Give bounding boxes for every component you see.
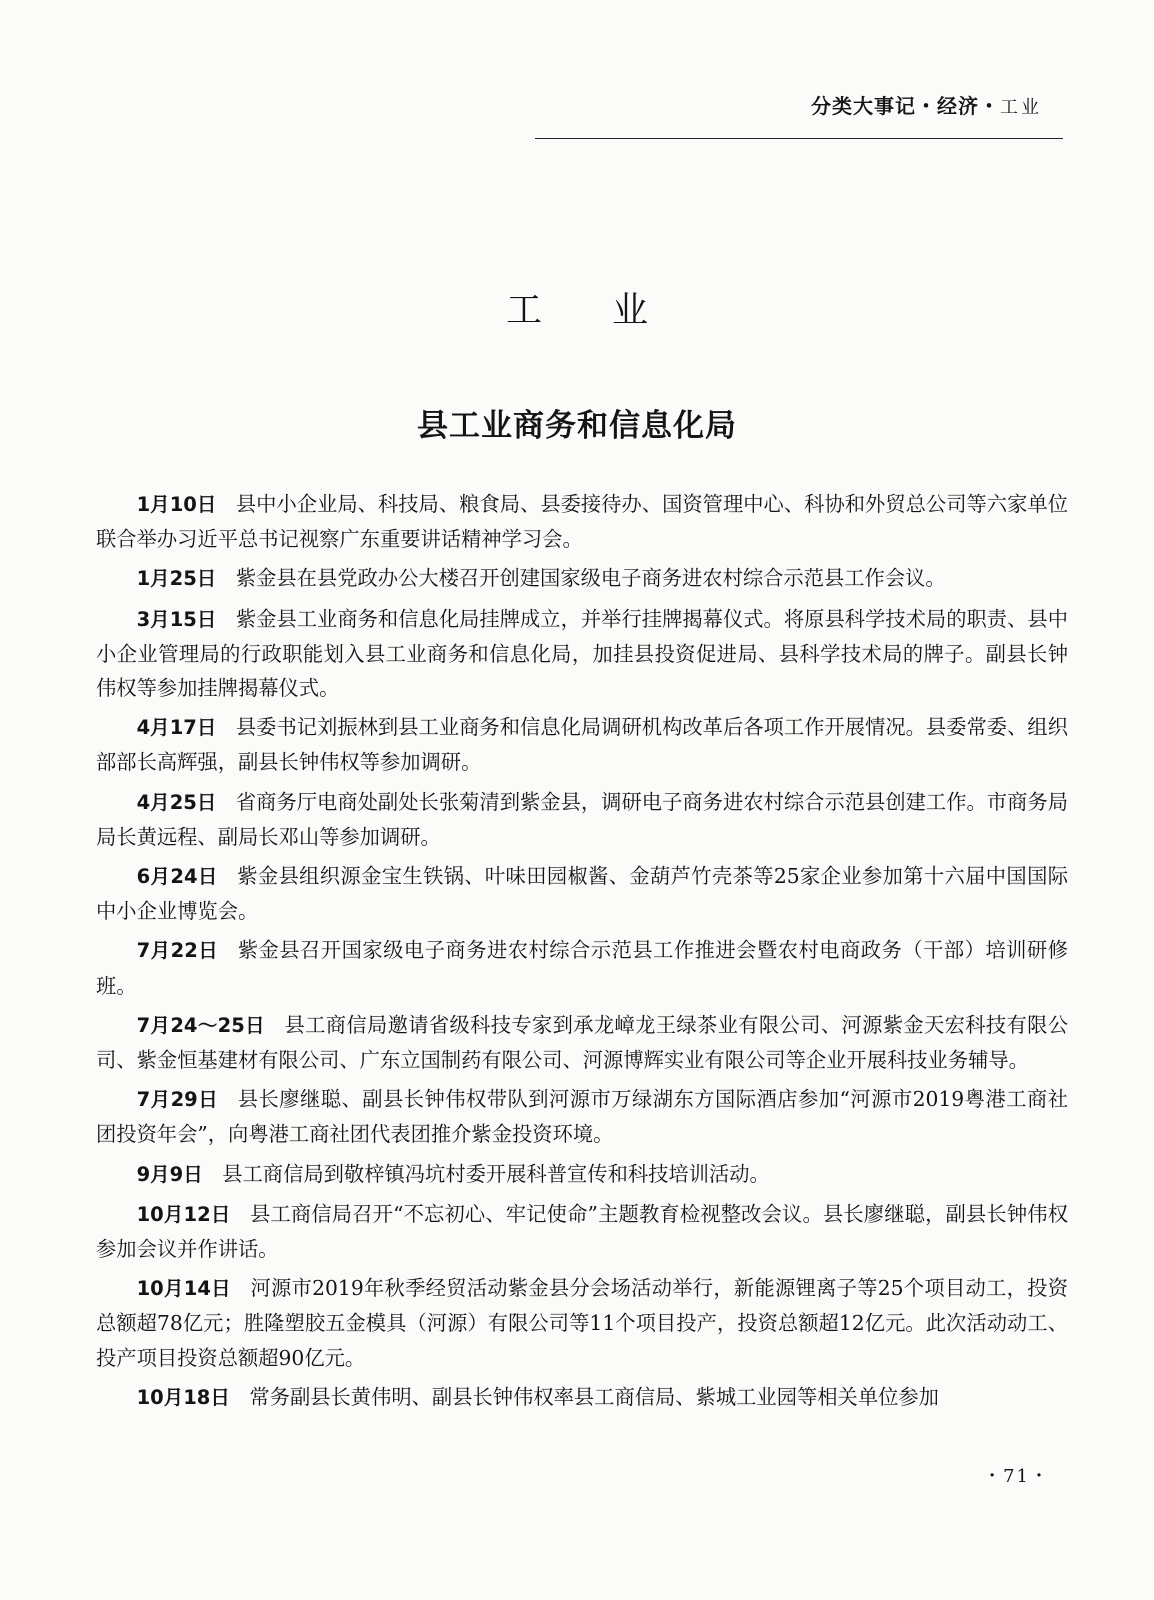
entry-date: 7月29日 — [136, 1088, 219, 1112]
chronicle-entry — [96, 1008, 1068, 1077]
section-title: 工业 — [505, 290, 718, 331]
entry-text: 常务副县长黄伟明、副县长钟伟权率县工商信局、紫城工业园等相关单位参加 — [249, 1384, 939, 1409]
running-head-main: 分类大事记・经济・ — [811, 94, 1000, 118]
chronicle-entry — [96, 561, 1068, 596]
running-head — [811, 90, 1042, 119]
entry-date: 3月15日 — [136, 607, 217, 631]
chronicle-entry — [96, 602, 1068, 706]
entry-text: 县工商信局邀请省级科技专家到承龙嶂龙王绿茶业有限公司、河源紫金天宏科技有限公司、紫金恒基建材有限公司、广东立国制药有限公司、河源博辉实业有限公司等企业开展科技业务辅导。 — [96, 1012, 1068, 1073]
entry-text: 县工商信局到敬梓镇冯坑村委开展科普宣传和科技培训活动。 — [222, 1161, 770, 1186]
entry-text: 县中小企业局、科技局、粮食局、县委接待办、国资管理中心、科协和外贸总公司等六家单位联合举办习近平总书记视察广东重要讲话精神学习会。 — [96, 492, 1068, 552]
entry-date: 7月22日 — [136, 939, 219, 963]
entry-text: 紫金县组织源金宝生铁锅、叶味田园椒酱、金葫芦竹壳茶等25家企业参加第十六届中国国际中小企业博览会。 — [96, 864, 1068, 924]
chronicle-entry — [96, 1157, 1068, 1192]
entry-date: 4月25日 — [136, 790, 217, 814]
entry-text: 紫金县召开国家级电子商务进农村综合示范县工作推进会暨农村电商政务（干部）培训研修班。 — [96, 938, 1068, 998]
chronicle-entry — [96, 1271, 1068, 1375]
chronicle-entry — [96, 785, 1068, 854]
entry-date: 7月24～25日 — [136, 1013, 266, 1037]
entry-text: 河源市2019年秋季经贸活动紫金县分会场活动举行，新能源锂离子等25个项目动工，投资总额超78亿元；胜隆塑胶五金模具（河源）有限公司等11个项目投产，投资总额超12亿元。此次活动动工、投产项目投资总额超90亿元。 — [96, 1276, 1068, 1370]
entry-date: 1月25日 — [136, 567, 217, 591]
entry-date: 4月17日 — [136, 716, 217, 740]
entry-text: 紫金县工业商务和信息化局挂牌成立，并举行挂牌揭幕仪式。将原县科学技术局的职责、县中小企业管理局的行政职能划入县工业商务和信息化局，加挂县投资促进局、县科学技术局的牌子。副县长钟伟权等参加挂牌揭幕仪式。 — [96, 606, 1068, 701]
entry-text: 省商务厅电商处副处长张菊清到紫金县，调研电子商务进农村综合示范县创建工作。市商务局局长黄远程、副局长邓山等参加调研。 — [96, 789, 1068, 849]
header-rule — [535, 138, 1063, 139]
chronicle-entry — [96, 1197, 1068, 1266]
sub-title: 县工业商务和信息化局 — [417, 408, 737, 444]
entry-date: 1月10日 — [136, 493, 217, 516]
entry-date: 10月14日 — [136, 1277, 231, 1301]
page-number: ・71・ — [983, 1466, 1050, 1487]
entry-date: 10月18日 — [136, 1385, 230, 1409]
entry-date: 10月12日 — [136, 1202, 231, 1226]
entry-text: 县工商信局召开“不忘初心、牢记使命”主题教育检视整改会议。县长廖继聪，副县长钟伟权参加会议并作讲话。 — [96, 1201, 1068, 1262]
chronicle-entry — [96, 1380, 1068, 1415]
chronicle-entries — [96, 487, 1068, 1420]
entry-text: 县委书记刘振林到县工业商务和信息化局调研机构改革后各项工作开展情况。县委常委、组织部部长高辉强，副县长钟伟权等参加调研。 — [96, 715, 1068, 775]
entry-date: 9月9日 — [136, 1162, 203, 1186]
chronicle-entry — [96, 933, 1068, 1002]
chronicle-entry — [96, 487, 1068, 556]
entry-date: 6月24日 — [136, 865, 218, 889]
entry-text: 紫金县在县党政办公大楼召开创建国家级电子商务进农村综合示范县工作会议。 — [235, 566, 946, 591]
chronicle-entry — [96, 1082, 1068, 1151]
entry-text: 县长廖继聪、副县长钟伟权带队到河源市万绿湖东方国际酒店参加“河源市2019粤港工商社团投资年会”，向粤港工商社团代表团推介紫金投资环境。 — [96, 1087, 1068, 1147]
chronicle-entry — [96, 710, 1068, 779]
chronicle-entry — [96, 859, 1068, 928]
running-head-sub: 工业 — [1000, 97, 1042, 118]
